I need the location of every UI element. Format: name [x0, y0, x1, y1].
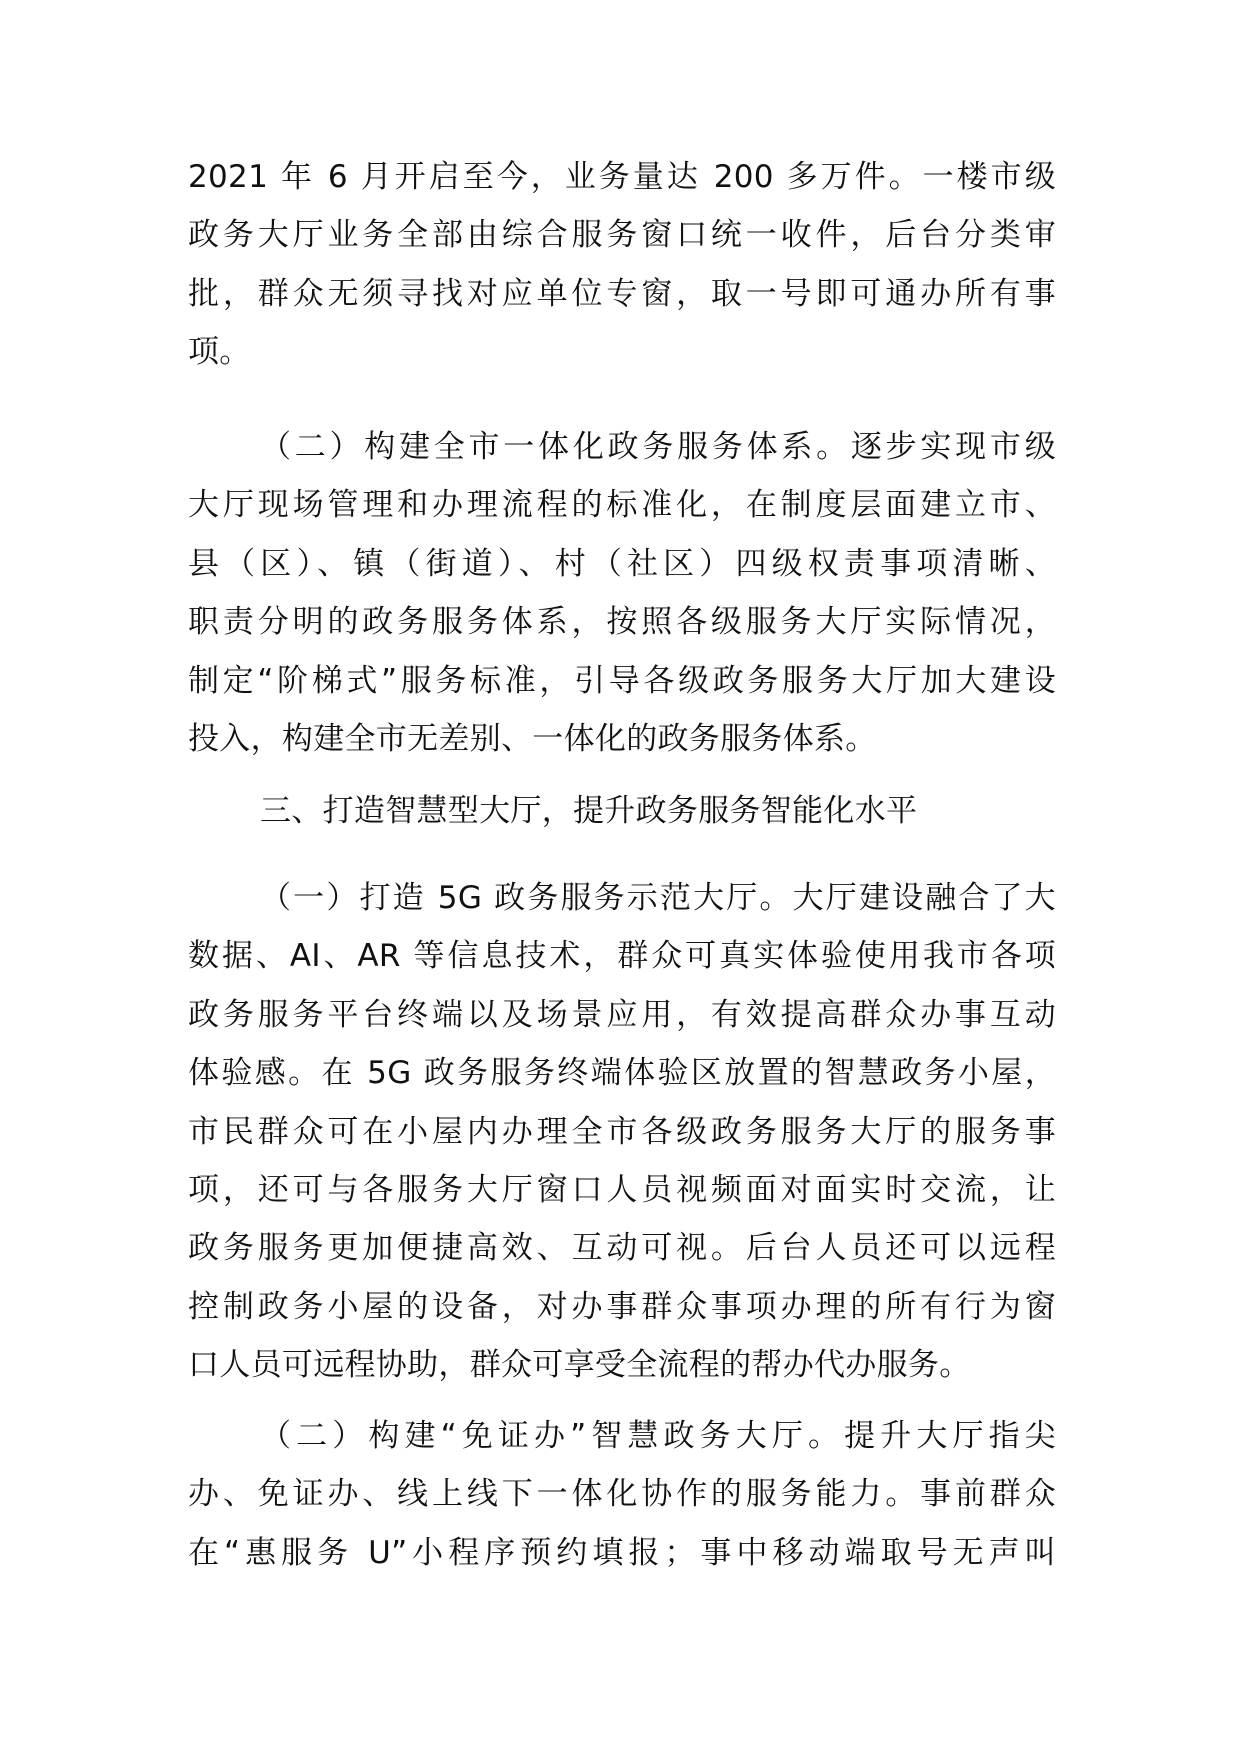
- section-heading: [188, 782, 1056, 840]
- paragraph-3-line-7: 政务服务更加便捷高效、互动可视。后台人员还可以远程: [188, 1230, 1056, 1267]
- paragraph-1-line-3: 批，群众无须寻找对应单位专窗，取一号即可通办所有事: [188, 275, 1056, 312]
- paragraph-1: [188, 148, 1056, 382]
- paragraph-2-line-5: 制定“阶梯式”服务标准，引导各级政务服务大厅加大建设: [188, 662, 1056, 699]
- paragraph-2-line-6: 投入，构建全市无差别、一体化的政务服务体系。: [188, 720, 877, 757]
- paragraph-4: [188, 1407, 1056, 1582]
- paragraph-1-line-2: 政务大厅业务全部由综合服务窗口统一收件，后台分类审: [188, 217, 1056, 254]
- paragraph-2: [188, 418, 1056, 768]
- paragraph-1-line-4: 项。: [188, 334, 251, 371]
- paragraph-2-line-1: （二）构建全市一体化政务服务体系。逐步实现市级: [260, 429, 1056, 465]
- paragraph-3-line-8: 控制政务小屋的设备，对办事群众事项办理的所有行为窗: [188, 1288, 1056, 1325]
- paragraph-3: [188, 869, 1056, 1395]
- paragraph-3-line-9: 口人员可远程协助，群众可享受全流程的帮办代办服务。: [188, 1347, 971, 1384]
- paragraph-3-line-6: 项，还可与各服务大厅窗口人员视频面对面实时交流，让: [188, 1171, 1056, 1208]
- paragraph-4-line-2: 办、免证办、线上线下一体化协作的服务能力。事前群众: [188, 1476, 1056, 1513]
- paragraph-3-line-5: 市民群众可在小屋内办理全市各级政务服务大厅的服务事: [188, 1113, 1056, 1150]
- paragraph-2-line-4: 职责分明的政务服务体系，按照各级服务大厅实际情况，: [188, 604, 1056, 641]
- paragraph-3-line-4: 体验感。在 5G 政务服务终端体验区放置的智慧政务小屋，: [188, 1055, 1056, 1092]
- section-heading-text: 三、打造智慧型大厅，提升政务服务智能化水平: [260, 793, 918, 829]
- paragraph-1-line-1: 2021 年 6 月开启至今，业务量达 200 多万件。一楼市级: [188, 159, 1056, 195]
- paragraph-3-line-3: 政务服务平台终端以及场景应用，有效提高群众办事互动: [188, 996, 1056, 1033]
- paragraph-4-line-1: （二）构建“免证办”智慧政务大厅。提升大厅指尖: [260, 1418, 1056, 1454]
- paragraph-3-line-1: （一）打造 5G 政务服务示范大厅。大厅建设融合了大: [260, 880, 1056, 916]
- paragraph-2-line-3: 县（区）、镇（街道）、村（社区）四级权责事项清晰、: [188, 545, 1056, 582]
- paragraph-4-line-3: 在“惠服务 U”小程序预约填报；事中移动端取号无声叫: [188, 1534, 1056, 1571]
- paragraph-3-line-2: 数据、AI、AR 等信息技术，群众可真实体验使用我市各项: [188, 938, 1056, 975]
- paragraph-2-line-2: 大厅现场管理和办理流程的标准化，在制度层面建立市、: [188, 487, 1056, 524]
